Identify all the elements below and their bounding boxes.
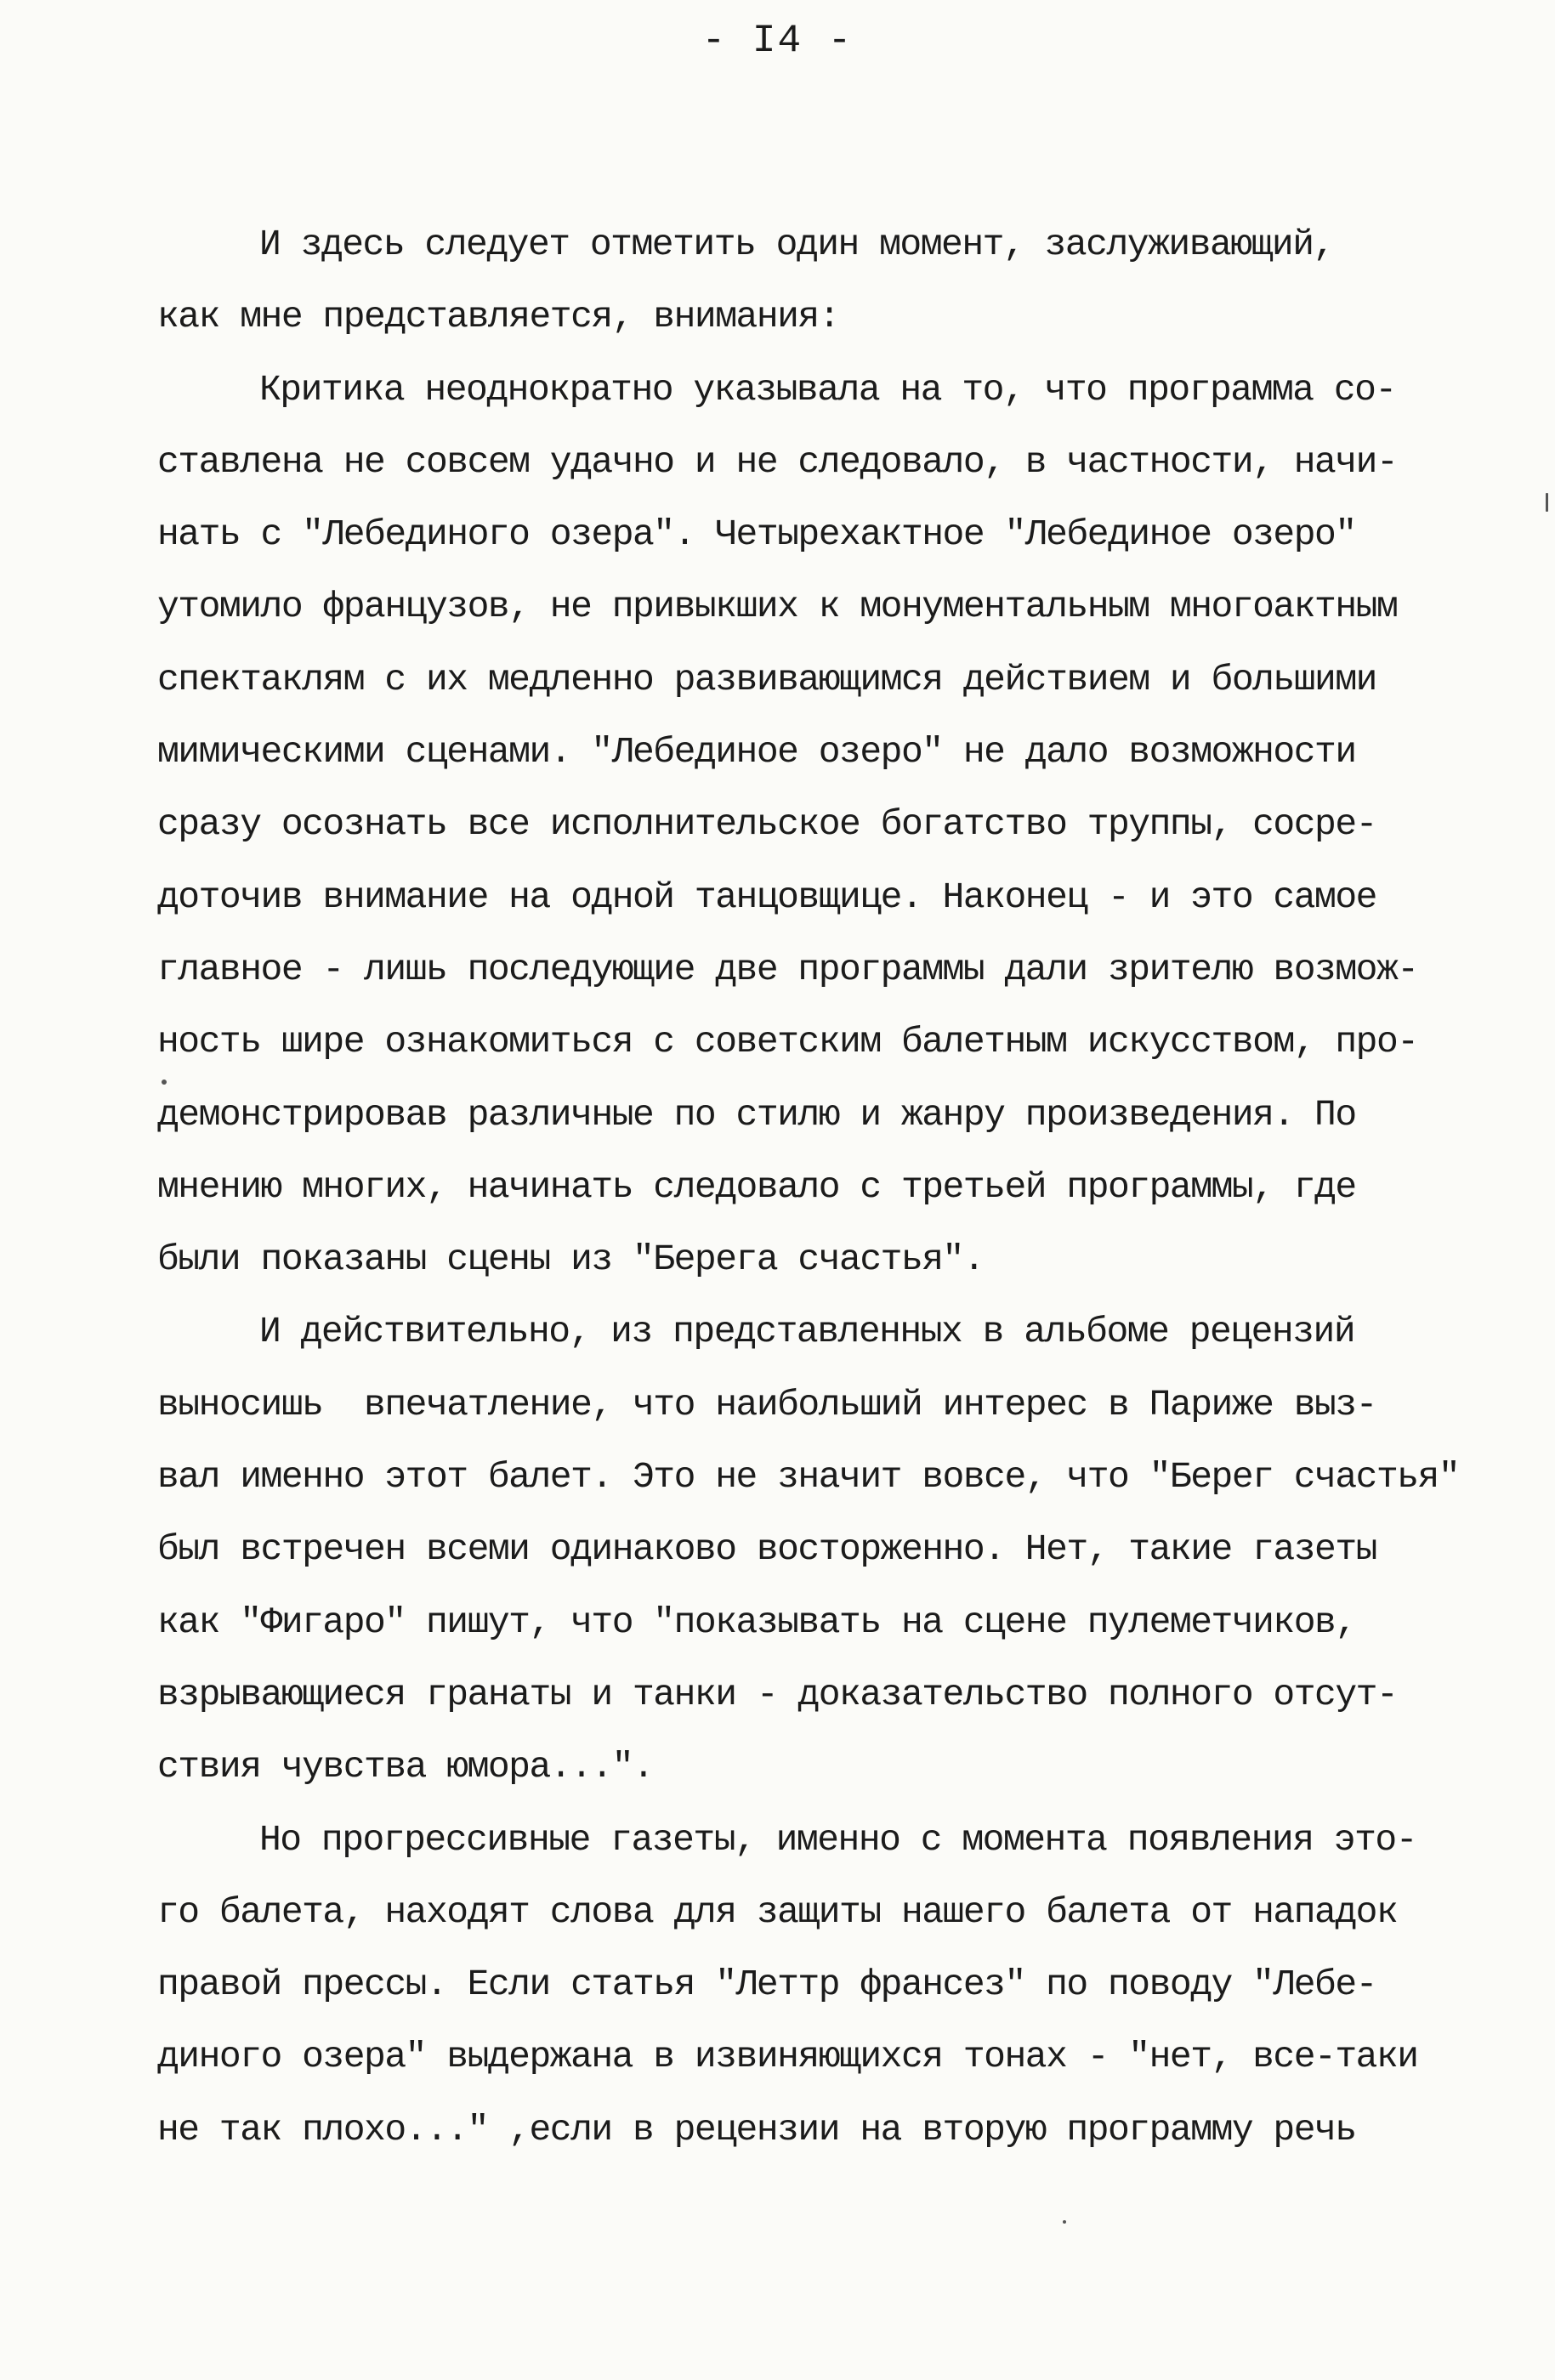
text-line: утомило французов, не привыкших к монументальным многоактным — [157, 586, 1398, 628]
scan-speck — [1546, 493, 1548, 512]
text-line: сразу осознать все исполнительское богатство труппы, сосре- — [157, 803, 1376, 846]
text-line: мимическими сценами. "Лебединое озеро" не дало возможности — [157, 731, 1356, 774]
text-line: диного озера" выдержана в извиняющихся тонах - "нет, все-таки — [157, 2036, 1418, 2078]
text-line: спектаклям с их медленно развивающимся действием и большими — [157, 658, 1376, 700]
page-number: - I4 - — [701, 19, 854, 63]
text-line: мнению многих, начинать следовало с третьей программы, где — [157, 1165, 1356, 1208]
body-text — [157, 208, 1518, 2166]
text-line: Критика неоднократно указывала на то, что программа со- — [259, 368, 1396, 411]
text-line: выносишь впечатление, что наибольший интерес в Париже выз- — [157, 1383, 1376, 1425]
text-line: нать с "Лебединого озера". Четырехактное "Лебединое озеро" — [157, 513, 1356, 556]
text-line: как "Фигаро" пишут, что "показывать на сцене пулеметчиков, — [157, 1601, 1356, 1643]
text-line: не так плохо..." ,если в рецензии на вторую программу речь — [157, 2108, 1356, 2150]
text-line: И действительно, из представленных в альбоме рецензий — [259, 1311, 1355, 1353]
text-line: го балета, находят слова для защиты нашего балета от нападок — [157, 1890, 1398, 1933]
scan-speck — [162, 1080, 167, 1085]
text-line: ставлена не совсем удачно и не следовало, в частности, начи- — [157, 440, 1398, 483]
scan-speck — [1063, 2220, 1066, 2224]
text-line: были показаны сцены из "Берега счастья". — [157, 1238, 985, 1281]
text-line: И здесь следует отметить один момент, заслуживающий, — [259, 224, 1334, 265]
text-line: взрывающиеся гранаты и танки - доказательство полного отсут- — [157, 1673, 1398, 1715]
text-line: вал именно этот балет. Это не значит вовсе, что "Берег счастья" — [157, 1456, 1460, 1499]
text-line: Но прогрессивные газеты, именно с момента появления это- — [259, 1818, 1417, 1861]
text-line: правой прессы. Если статья "Леттр франсез" по поводу "Лебе- — [157, 1964, 1376, 2006]
text-line: главное - лишь последующие две программы дали зрителю возмож- — [157, 948, 1418, 990]
text-line: как мне представляется, внимания: — [157, 296, 840, 338]
text-line: ность шире ознакомиться с советским балетным искусством, про- — [157, 1021, 1418, 1063]
text-line: демонстрировав различные по стилю и жанру произведения. По — [157, 1093, 1356, 1136]
text-line: доточив внимание на одной танцовщице. Наконец - и это самое — [157, 876, 1376, 918]
text-line: был встречен всеми одинаково восторженно. Нет, такие газеты — [157, 1528, 1376, 1571]
text-line: ствия чувства юмора...". — [157, 1746, 654, 1788]
